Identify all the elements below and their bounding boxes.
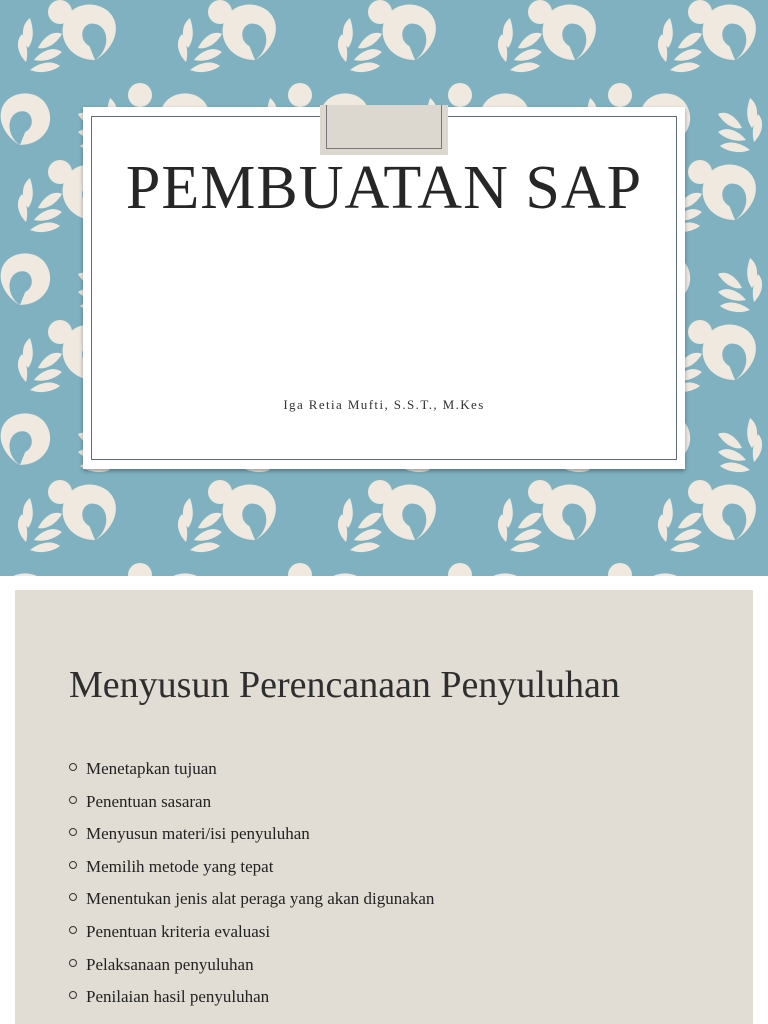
bullet-icon <box>69 763 77 771</box>
list-item: Pelaksanaan penyuluhan <box>69 949 434 982</box>
content-slide <box>15 590 753 1024</box>
bullet-icon <box>69 959 77 967</box>
bullet-icon <box>69 893 77 901</box>
title-card <box>83 107 685 469</box>
bullet-icon <box>69 828 77 836</box>
slide-subtitle: Iga Retia Mufti, S.S.T., M.Kes <box>283 397 485 412</box>
tab-outline <box>326 105 442 149</box>
bullet-icon <box>69 796 77 804</box>
list-item: Penentuan kriteria evaluasi <box>69 916 434 949</box>
list-item: Menentukan jenis alat peraga yang akan digunakan <box>69 883 434 916</box>
list-item: Memilih metode yang tepat <box>69 851 434 884</box>
bullet-list <box>69 753 434 1014</box>
title-card-tab <box>320 105 448 155</box>
bullet-icon <box>69 991 77 999</box>
bullet-icon <box>69 926 77 934</box>
slide-title: PEMBUATAN SAP <box>125 154 643 222</box>
list-item: Menetapkan tujuan <box>69 753 434 786</box>
list-item: Menyusun materi/isi penyuluhan <box>69 818 434 851</box>
list-item: Penentuan sasaran <box>69 786 434 819</box>
content-slide-title: Menyusun Perencanaan Penyuluhan <box>69 664 620 706</box>
list-item: Penilaian hasil penyuluhan <box>69 981 434 1014</box>
bullet-icon <box>69 861 77 869</box>
